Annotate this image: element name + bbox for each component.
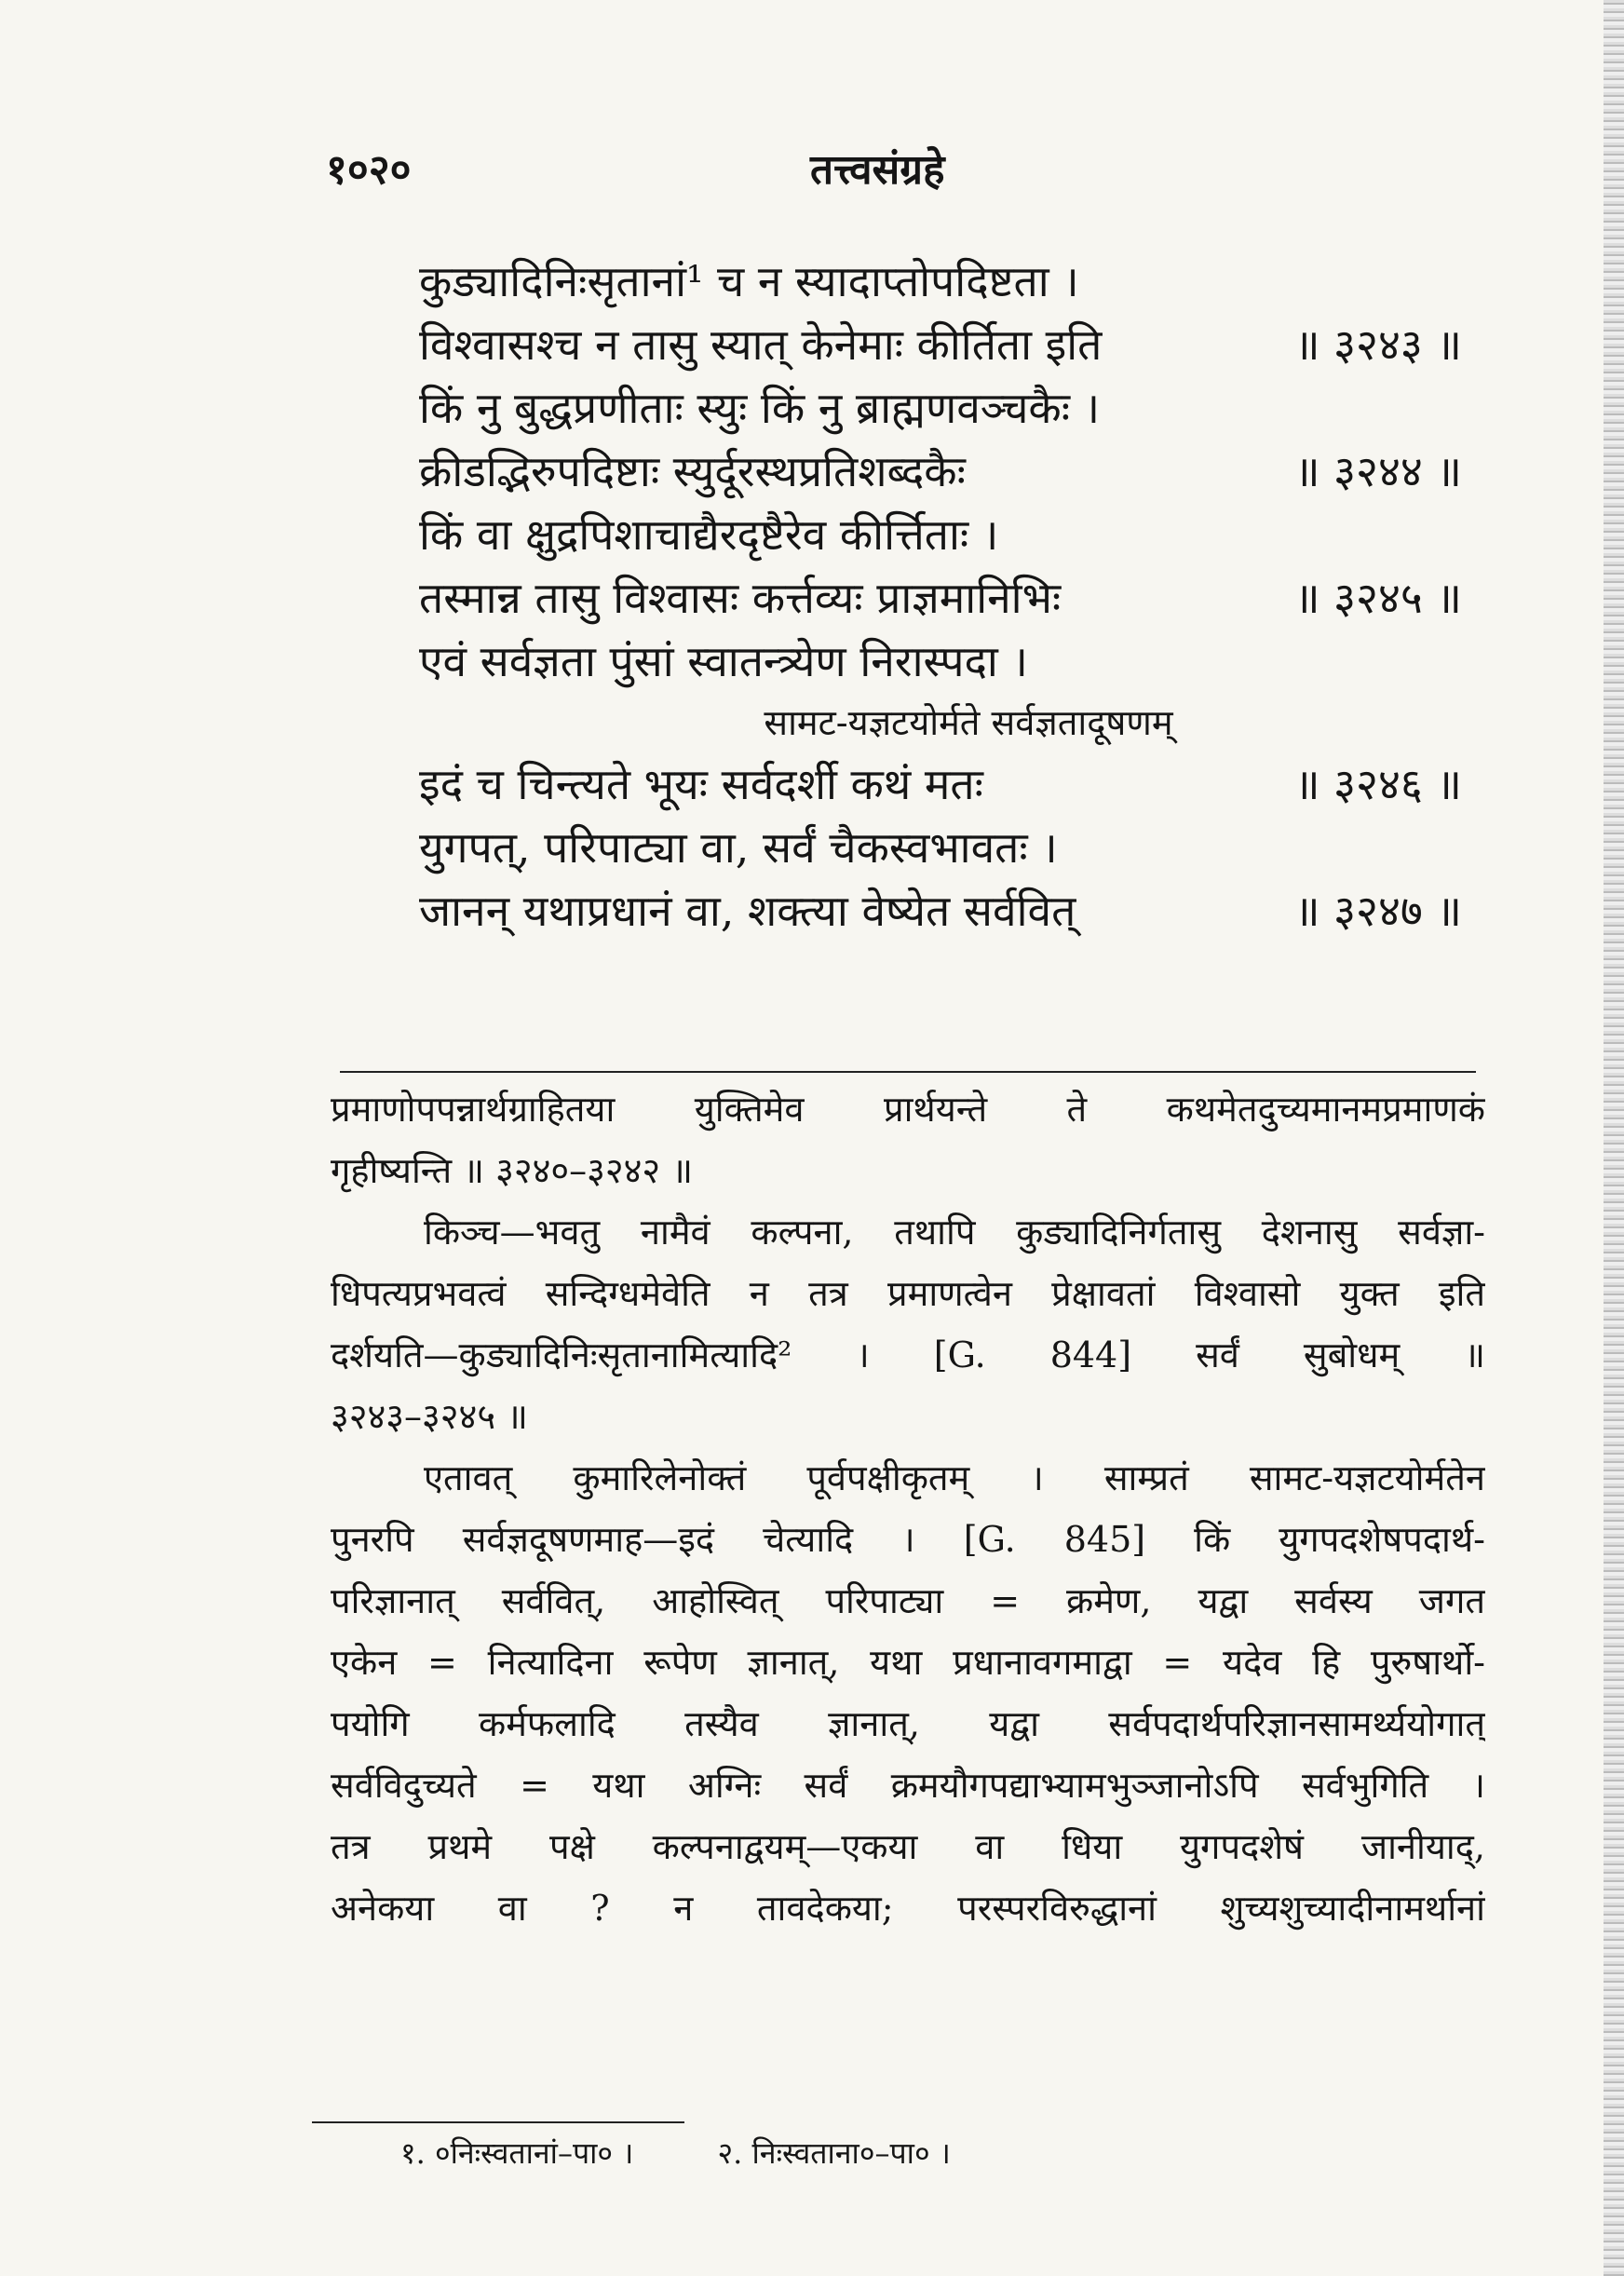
commentary-line: प्रमाणोपपन्नार्थग्राहितया युक्तिमेव प्रार्थयन्ते ते कथमेतदुच्यमानमप्रमाणकं	[331, 1089, 1485, 1130]
commentary-line: पुनरपि सर्वज्ञदूषणमाह—इदं चेत्यादि । [G. 845] किं युगपदशेषपदार्थ-	[331, 1519, 1485, 1560]
verse-block	[419, 250, 1462, 942]
page-header	[326, 140, 1471, 205]
verse-number: ॥ ३२४३ ॥	[1293, 319, 1462, 370]
footnote-2: २. निःस्वताना०–पा० ।	[717, 2135, 951, 2171]
verse-text: युगपत्, परिपाट्या वा, सर्वं चैकस्वभावतः ।	[419, 822, 1058, 873]
footnotes	[400, 2133, 1025, 2173]
commentary-line: ३२४३–३२४५ ॥	[331, 1396, 528, 1437]
commentary-block	[331, 1078, 1485, 1939]
verse-line	[419, 440, 1462, 503]
commentary-line: सर्वविदुच्यते = यथा अग्निः सर्वं क्रमयौगपद्याभ्यामभुञ्जानोऽपि सर्वभुगिति ।	[331, 1765, 1485, 1806]
verse-text: कुड्यादिनिःसृतानां¹ च न स्यादाप्तोपदिष्टता ।	[419, 256, 1079, 306]
verse-line	[419, 566, 1462, 630]
commentary-line: किञ्च—भवतु नामैवं कल्पना, तथापि कुड्यादिनिर्गतासु देशनासु सर्वज्ञा-	[424, 1212, 1485, 1253]
verse-number: ॥ ३२४६ ॥	[1293, 759, 1462, 809]
verse-number: ॥ ३२४७ ॥	[1293, 886, 1462, 936]
verse-number: ॥ ३२४५ ॥	[1293, 573, 1462, 623]
commentary-line: अनेकया वा ? न तावदेकया; परस्परविरुद्धानां शुच्यशुच्यादीनामर्थानां	[331, 1888, 1485, 1929]
commentary-line: परिज्ञानात् सर्ववित्, आहोस्वित् परिपाट्या = क्रमेण, यद्वा सर्वस्य जगत	[331, 1580, 1485, 1621]
commentary-line: गृहीष्यन्ति ॥ ३२४०–३२४२ ॥	[331, 1150, 693, 1191]
verse-line	[419, 503, 1462, 566]
commentary-line: दर्शयति—कुड्यादिनिःसृतानामित्यादि² । [G. 844] सर्वं सुबोधम् ॥	[331, 1334, 1485, 1375]
verse-line	[419, 250, 1462, 313]
page-number: १०२०	[326, 146, 412, 194]
verse-text: किं वा क्षुद्रपिशाचाद्यैरदृष्टैरेव कीर्त्तिताः ।	[419, 509, 999, 560]
separator-rule	[340, 1071, 1476, 1073]
verse-line	[419, 879, 1462, 942]
commentary-line: एकेन = नित्यादिना रूपेण ज्ञानात्, यथा प्रधानावगमाद्वा = यदेव हि पुरुषार्थो-	[331, 1642, 1485, 1683]
scan-edge	[1604, 0, 1624, 2276]
verse-line	[419, 376, 1462, 440]
footnote-1: १. ०निःस्वतानां–पा० ।	[400, 2135, 634, 2171]
commentary-line: एतावत् कुमारिलेनोक्तं पूर्वपक्षीकृतम् । साम्प्रतं सामट-यज्ञटयोर्मतेन	[424, 1457, 1485, 1498]
verse-text: तस्मान्न तासु विश्वासः कर्त्तव्यः प्राज्ञमानिभिः	[419, 573, 1062, 623]
commentary-line: पयोगि कर्मफलादि तस्यैव ज्ञानात्, यद्वा सर्वपदार्थपरिज्ञानसामर्थ्ययोगात्	[331, 1703, 1485, 1744]
verse-text: विश्वासश्च न तासु स्यात् केनेमाः कीर्तिता इति	[419, 319, 1103, 370]
commentary-line: धिपत्यप्रभवत्वं सन्दिग्धमेवेति न तत्र प्रमाणत्वेन प्रेक्षावतां विश्वासो युक्त इति	[331, 1273, 1485, 1314]
verse-text: इदं च चिन्त्यते भूयः सर्वदर्शी कथं मतः	[419, 759, 983, 809]
verse-line	[419, 630, 1462, 693]
verse-text: जानन् यथाप्रधानं वा, शक्त्या वेष्येत सर्ववित्	[419, 886, 1076, 936]
section-heading: सामट-यज्ञटयोर्मते सर्वज्ञतादूषणम्	[764, 702, 1173, 743]
footnote-rule	[312, 2121, 684, 2123]
verse-text: किं नु बुद्धप्रणीताः स्युः किं नु ब्राह्मणवञ्चकैः ।	[419, 383, 1101, 433]
commentary-line: तत्र प्रथमे पक्षे कल्पनाद्वयम्—एकया वा धिया युगपदशेषं जानीयाद्,	[331, 1826, 1485, 1867]
verse-text: क्रीडद्भिरुपदिष्टाः स्युर्दूरस्थप्रतिशब्दकैः	[419, 446, 966, 496]
running-title: तत्त्वसंग्रहे	[810, 146, 945, 194]
verse-number: ॥ ३२४४ ॥	[1293, 446, 1462, 496]
verse-text: एवं सर्वज्ञता पुंसां स्वातन्त्र्येण निरास्पदा ।	[419, 636, 1028, 686]
verse-line	[419, 313, 1462, 376]
verse-line	[419, 752, 1462, 816]
verse-line	[419, 816, 1462, 879]
